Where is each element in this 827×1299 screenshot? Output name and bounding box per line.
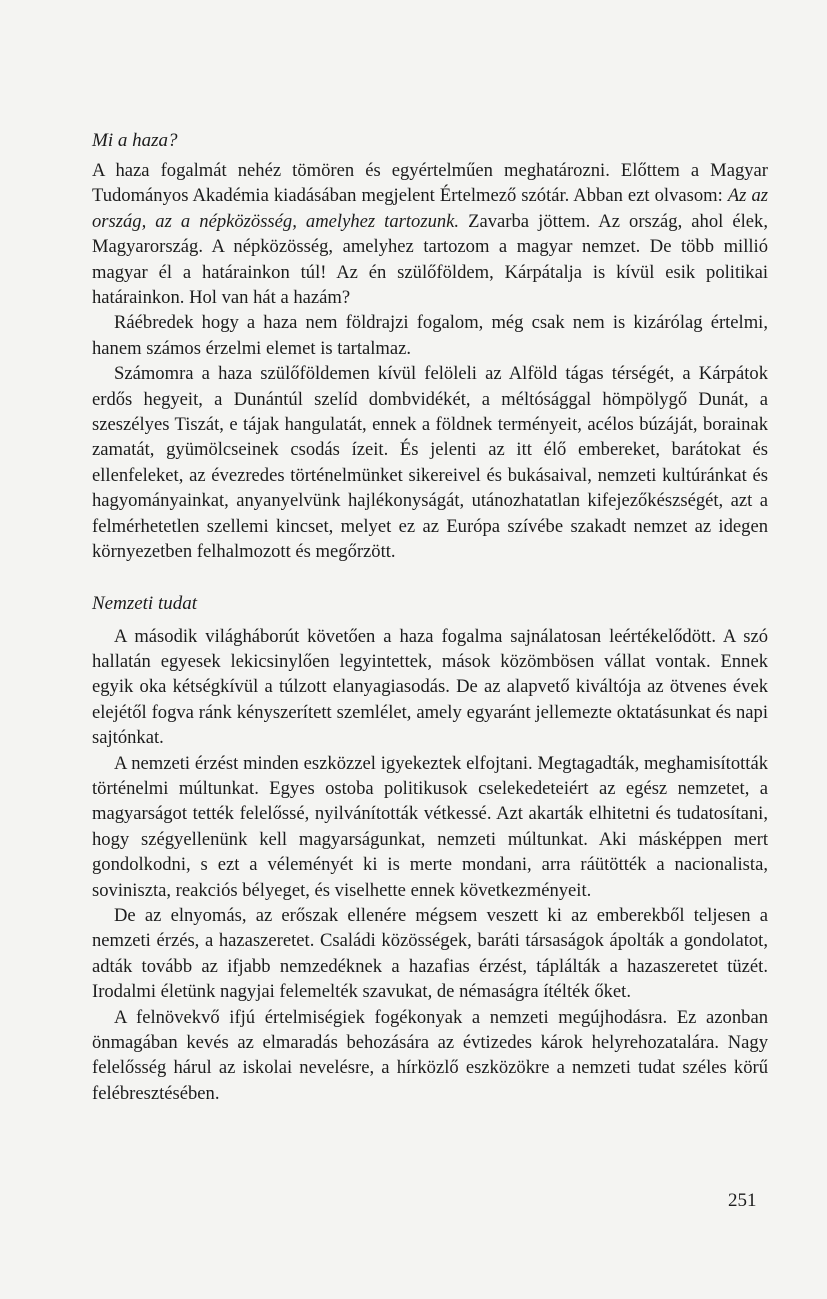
page-number: 251 — [728, 1190, 757, 1211]
section-heading-mi-a-haza: Mi a haza? — [92, 130, 178, 151]
paragraph: A második világháborút követően a haza fogalma sajnálatosan leértékelődött. A szó hallatán egyesek lekicsinylően legyintettek, mások közömbösen vállat vontak. Ennek egyik oka kétségkívül a túlzott elanyagiasodás. De az alapvető kiváltója az ötvenes évek elejétől fogva ránk kényszerített szemlélet, amely egyaránt jellemezte oktatásunkat és napi sajtónkat. — [92, 625, 768, 749]
paragraph: A nemzeti érzést minden eszközzel igyekeztek elfojtani. Megtagadták, meghamisították történelmi múltunkat. Egyes ostoba politikusok cselekedeteiért az egész nemzetet, a magyarságot tették felelőssé, nyilvánították vétkessé. Azt akarták elhitetni és tudatosítani, hogy szégyellenünk kell magyarságunkat, nemzeti múltunkat. Aki másképpen mert gondolkodni, s ezt a véleményét ki is merte mondani, arra ráütötték a nacionalista, soviniszta, reakciós bélyeget, és viselhette ennek következményeit. — [92, 752, 768, 901]
paragraph: De az elnyomás, az erőszak ellenére mégsem veszett ki az emberekből teljesen a nemzeti érzés, a hazaszeretet. Családi közösségek, baráti társaságok ápolták a gondolatot, adták tovább az ifjabb nemzedéknek a hazafias érzést, táplálták a hazaszeretet tüzét. Irodalmi életünk nagyjai felemelték szavukat, de némaságra ítélték őket. — [92, 904, 768, 1003]
section-heading-nemzeti-tudat: Nemzeti tudat — [92, 592, 198, 614]
paragraph: Számomra a haza szülőföldemen kívül felöleli az Alföld tágas térségét, a Kárpátok erdős hegyeit, a Dunántúl szelíd dombvidékét, a méltósággal hömpölygő Dunát, a szeszélyes Tiszát, e tájak hangulatát, ennek a földnek terményeit, acélos búzáját, borainak zamatát, gyümölcseinek csodás ízeit. És jelenti az itt élő embereket, barátokat és ellenfeleket, az évezredes történelmünket sikereivel és bukásaival, nemzeti kultúránkat és hagyományainkat, anyanyelvünk hajlékonyságát, utánozhatatlan kifejezőkészségét, azt a felmérhetetlen szellemi kincset, melyet ez az Európa szívébe szakadt nemzet az idegen környezetben felhalmozott és megőrzött. — [92, 363, 768, 563]
paragraph: A haza fogalmát nehéz tömören és egyértelműen meghatározni. Előttem a Magyar Tudományos Akadémia kiadásában megjelent Értelmező szótár. Abban ezt olvasom: Az az ország, az a népközösség, amelyhez tartozunk. Zavarba jöttem. Az ország, ahol élek, Magyarország. A népközösség, amelyhez tartozom a magyar nemzet. De több millió magyar él a határainkon túl! Az én szülőföldem, Kárpátalja is kívül esik politikai határainkon. Hol van hát a hazám? — [92, 160, 768, 309]
paragraph: Ráébredek hogy a haza nem földrajzi fogalom, még csak nem is kizárólag értelmi, hanem számos érzelmi elemet is tartalmaz. — [92, 312, 768, 359]
dictionary-definition: Az az ország, az a népközösség, amelyhez tartozunk. — [92, 185, 768, 232]
paragraph: A felnövekvő ifjú értelmiségiek fogékonyak a nemzeti megújhodásra. Ez azonban önmagában kevés az elmaradás behozására az évtizedes károk helyrehozatalára. Nagy felelősség hárul az iskolai nevelésre, a hírközlő eszközökre a nemzeti tudat széles körű felébresztésében. — [92, 1006, 768, 1104]
text-column — [92, 128, 768, 1106]
